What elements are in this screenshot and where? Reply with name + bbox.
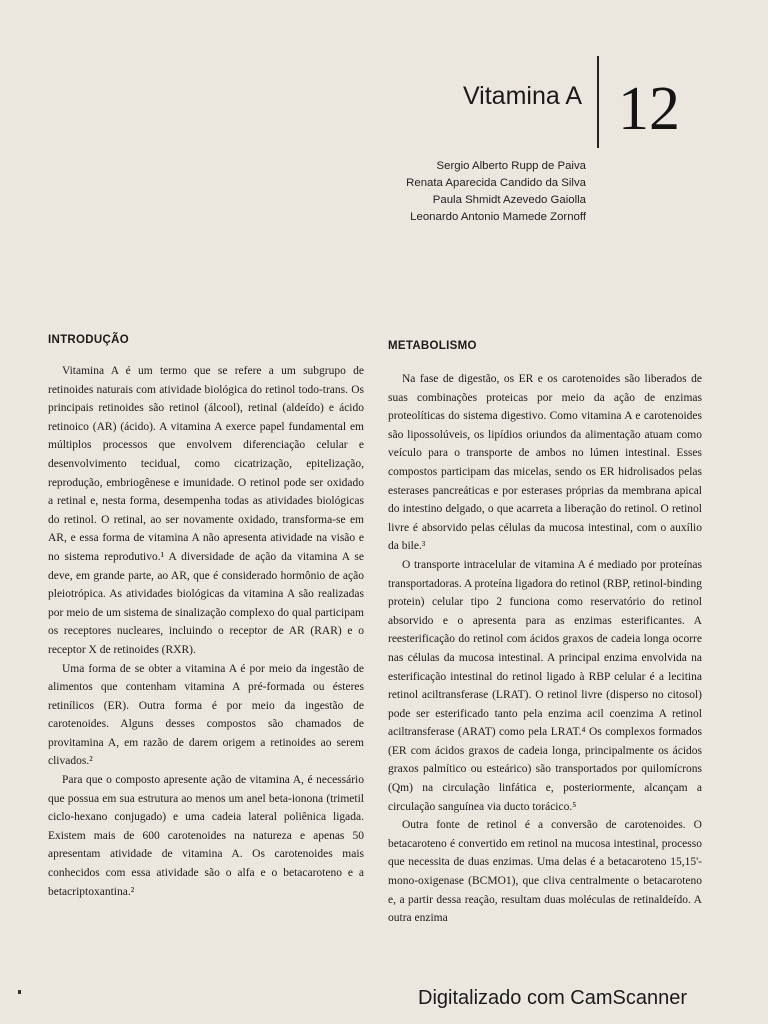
section-heading-introducao: INTRODUÇÃO: [48, 334, 129, 346]
body-paragraph: Uma forma de se obter a vitamina A é por meio da ingestão de alimentos que contenham vitamina A pré-formada ou ésteres retinílicos (ER). Outra forma é por meio da ingestão de carotenoides. Alguns desses compostos são chamados de provitamina A, em razão de darem origem a retinoides ao serem clivados.²: [48, 662, 364, 768]
body-paragraph: Vitamina A é um termo que se refere a um subgrupo de retinoides naturais com atividade biológica do retinol todo-trans. Os principais retinoides são retinol (álcool), retinal (aldeído) e ácido retinoico (AR) (ácido). A vitamina A exerce papel fundamental em múltiplos processos que envolvem diferenciação celular e desenvolvimento tecidual, como cicatrização, epitelização, reprodução, embriogênese e imunidade. O retinol pode ser oxidado a retinal e, nesta forma, desempenha todas as atividades biológicas do retinol. O retinal, ao ser novamente oxidado, transforma-se em AR, e essa forma de vitamina A não apresenta atividade na visão e no sistema reprodutivo.¹ A diversidade de ação da vitamina A se deve, em grande parte, ao AR, que é considerado hormônio de ação pleiotrópica. As atividades biológicas da vitamina A são realizadas por meio de um sistema de sinalização complexo do qual participam os receptores nucleares, incluindo o receptor de AR (RAR) e o receptor X de retinoides (RXR).: [48, 365, 364, 656]
body-paragraph: Na fase de digestão, os ER e os carotenoides são liberados de suas combinações proteicas por meio da ação de enzimas proteolíticas do sistema digestivo. Como vitamina A e carotenoides são lipossolúveis, os lipídios oriundos da alimentação atuam como veículo para o transporte de ambos no lúmen intestinal. Esses compostos participam das micelas, sendo os ER hidrolisados pelas esterases pancreáticas e por esterases próprias da membrana apical do intestino delgado, o que acarreta a liberação do retinol. O retinol livre é absorvido pelas células da mucosa intestinal, com o auxílio da bile.³: [388, 373, 702, 553]
body-paragraph: Outra fonte de retinol é a conversão de carotenoides. O betacaroteno é convertido em retinol na mucosa intestinal, processo que necessita de duas enzimas. Uma delas é a betacaroteno 15,15'-mono-oxigenase (BCMO1), que cliva centralmente o betacaroteno e, a partir dessa reação, resultam duas moléculas de retinaldeído. A outra enzima: [388, 819, 702, 925]
scan-speck: [18, 990, 21, 994]
scanner-watermark: Digitalizado com CamScanner: [418, 987, 688, 1009]
section-heading-metabolismo: METABOLISMO: [388, 340, 477, 352]
left-column: [48, 332, 364, 901]
author-name: Leonardo Antonio Mamede Zornoff: [410, 211, 586, 223]
author-list: [360, 158, 586, 226]
chapter-number: 12: [618, 75, 680, 143]
right-column: [388, 338, 702, 928]
author-name: Paula Shmidt Azevedo Gaiolla: [432, 194, 586, 206]
author-name: Renata Aparecida Candido da Silva: [406, 177, 586, 189]
body-paragraph: Para que o composto apresente ação de vitamina A, é necessário que possua em sua estrutura ao menos um anel beta-ionona (trimetil ciclo-hexano conjugado) e uma cadeia lateral poliênica ligada. Existem mais de 600 carotenoides na natureza e apenas 50 apresentam atividade de vitamina A. Os carotenoides mais conhecidos com essa atividade são o alfa e o betacaroteno e a betacriptoxantina.²: [48, 774, 364, 898]
body-paragraph: O transporte intracelular de vitamina A é mediado por proteínas transportadoras. A proteína ligadora do retinol (RBP, retinol-binding protein) celular tipo 2 funciona como reservatório do retinol absorvido e o apresenta para as enzimas esterificantes. A reesterificação do retinol com ácidos graxos de cadeia longa ocorre nas células da mucosa intestinal. A principal enzima envolvida na esterificação intestinal do retinol ligado à RBP celular é a lecitina retinol aciltransferase (LRAT). O retinol livre (disperso no citosol) pode ser esterificado tanto pela enzima acil coenzima A retinol aciltransferase (ARAT) como pela LRAT.⁴ Os complexos formados (ER com ácidos graxos de cadeia longa, principalmente os ácidos graxos palmítico ou esteárico) são transportados por quilomícrons (Qm) na circulação linfática e, posteriormente, alcançam a circulação sanguínea via ducto torácico.⁵: [388, 558, 702, 813]
chapter-title: Vitamina A: [462, 82, 582, 110]
chapter-divider: [597, 56, 599, 148]
author-name: Sergio Alberto Rupp de Paiva: [436, 160, 586, 172]
